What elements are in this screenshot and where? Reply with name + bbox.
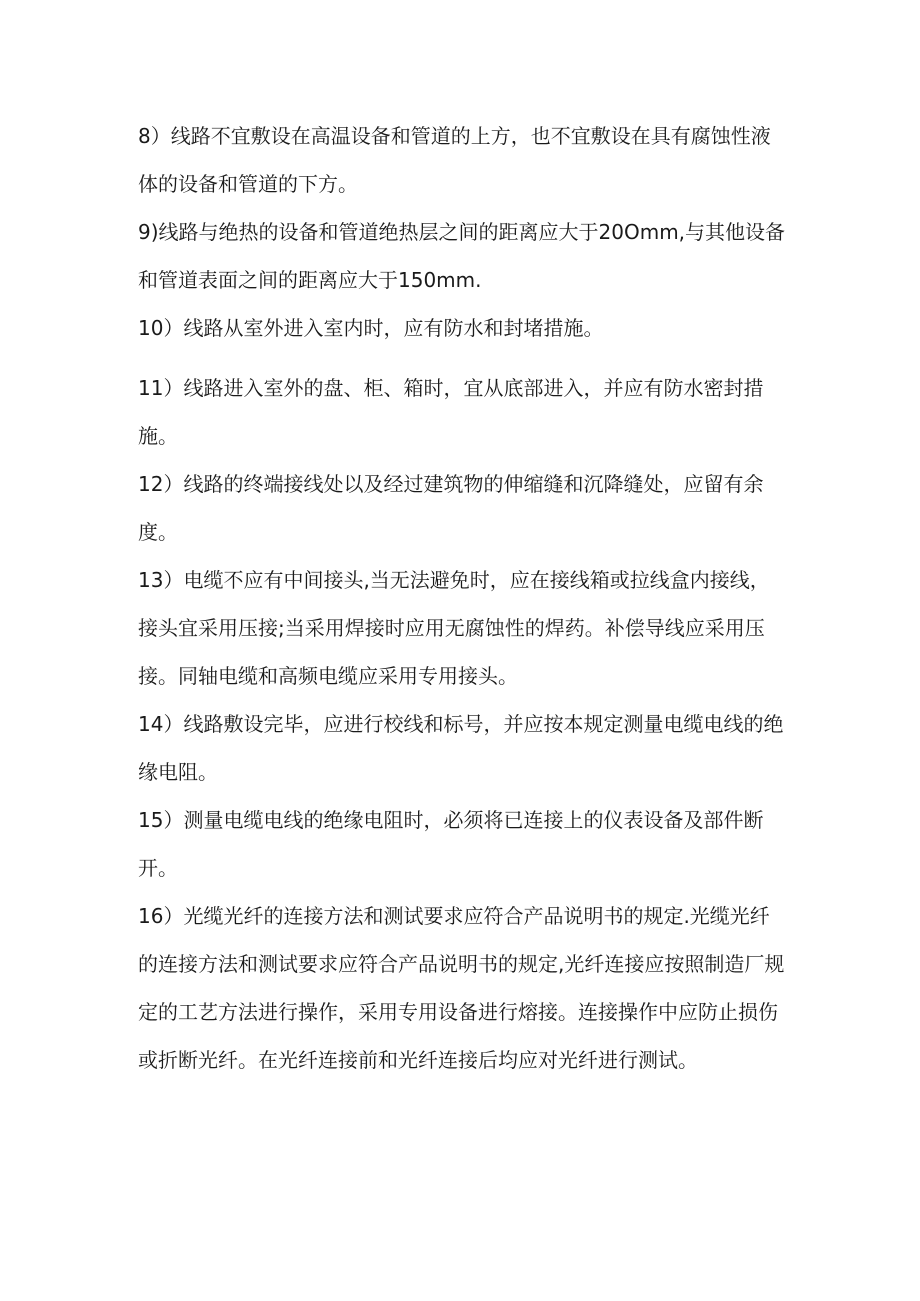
paragraph-item-15: 15）测量电缆电线的绝缘电阻时，必须将已连接上的仪表设备及部件断开。 (138, 808, 764, 880)
paragraph-item-16: 16）光缆光纤的连接方法和测试要求应符合产品说明书的规定.光缆光纤的连接方法和测试要求应符合产品说明书的规定,光纤连接应按照制造厂规定的工艺方法进行操作，采用专用设备进行熔接。连接操作中应防止损伤或折断光纤。在光纤连接前和光纤连接后均应对光纤进行测试。 (138, 904, 785, 1072)
paragraph-item-14: 14）线路敷设完毕，应进行校线和标号，并应按本规定测量电缆电线的绝缘电阻。 (138, 712, 784, 784)
paragraph-item-8: 8）线路不宜敷设在高温设备和管道的上方，也不宜敷设在具有腐蚀性液体的设备和管道的下方。 (138, 124, 771, 196)
paragraph-item-12: 12）线路的终端接线处以及经过建筑物的伸缩缝和沉降缝处，应留有余度。 (138, 472, 764, 544)
paragraph-item-13: 13）电缆不应有中间接头,当无法避免时，应在接线箱或拉线盒内接线，接头宜采用压接;当采用焊接时应用无腐蚀性的焊药。补偿导线应采用压接。同轴电缆和高频电缆应采用专用接头。 (138, 568, 770, 688)
paragraph-item-10: 10）线路从室外进入室内时，应有防水和封堵措施。 (138, 316, 604, 340)
paragraph-item-11: 11）线路进入室外的盘、柜、箱时，宜从底部进入，并应有防水密封措施。 (138, 376, 764, 448)
paragraph-item-9: 9)线路与绝热的设备和管道绝热层之间的距离应大于20Omm,与其他设备和管道表面之间的距离应大于150mm. (138, 220, 786, 292)
document-body (138, 112, 788, 1084)
